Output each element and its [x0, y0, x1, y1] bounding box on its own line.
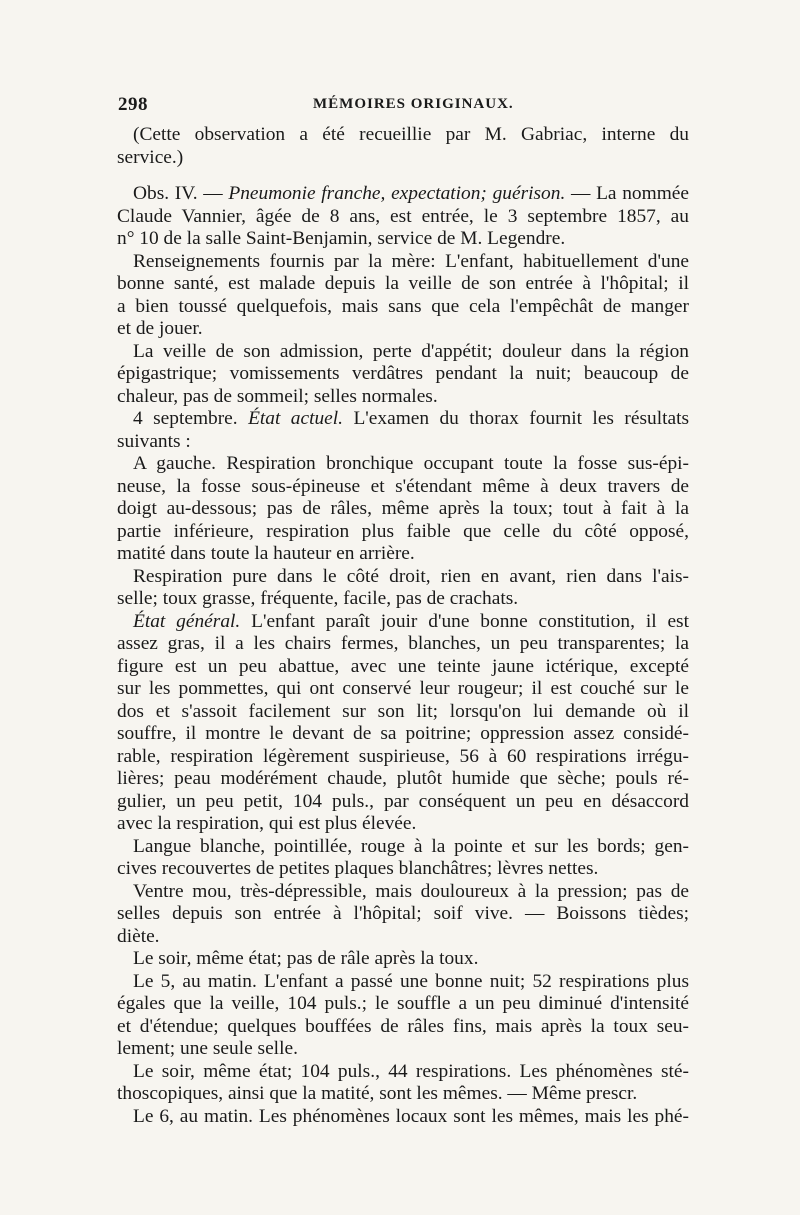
- text-line: figure est un peu abattue, avec une teinte jaune ictérique, excepté: [117, 655, 689, 677]
- text-line: n° 10 de la salle Saint-Benjamin, service de M. Legendre.: [117, 228, 566, 249]
- text-line: Le soir, même état; pas de râle après la toux.: [133, 948, 479, 969]
- text-line: matité dans toute la hauteur en arrière.: [117, 543, 415, 564]
- text-line: A gauche. Respiration bronchique occupant toute la fosse sus-épi-: [133, 453, 689, 474]
- text-line: Claude Vannier, âgée de 8 ans, est entrée, le 3 septembre 1857, au: [117, 205, 689, 227]
- text-line: État général. L'enfant paraît jouir d'une bonne constitution, il est: [133, 610, 689, 632]
- text-line: 4 septembre. État actuel. L'examen du thorax fournit les résultats: [133, 408, 690, 429]
- text-line: assez gras, il a les chairs fermes, blanches, un peu transparentes; la: [117, 633, 689, 654]
- text-line: lement; une seule selle.: [117, 1038, 298, 1059]
- text-line: Ventre mou, très-dépressible, mais douloureux à la pression; pas de: [133, 880, 689, 902]
- text-line: rable, respiration légèrement suspirieuse, 56 à 60 respirations irrégu-: [117, 745, 689, 767]
- text-line: souffre, il montre le devant de sa poitrine; oppression assez considé-: [117, 723, 689, 744]
- text-line: service.): [117, 146, 184, 168]
- body-text: [117, 124, 689, 1128]
- text-line: diète.: [117, 925, 160, 947]
- text-line: Le 6, au matin. Les phénomènes locaux sont les mêmes, mais les phé-: [133, 1105, 689, 1127]
- text-line: neuse, la fosse sous-épineuse et s'étendant même à deux travers de: [117, 475, 689, 497]
- text-line: suivants :: [117, 430, 191, 452]
- text-line: Le soir, même état; 104 puls., 44 respirations. Les phénomènes sté-: [133, 1060, 689, 1082]
- text-line: bonne santé, est malade depuis la veille de son entrée à l'hôpital; il: [117, 273, 689, 294]
- text-line: Le 5, au matin. L'enfant a passé une bonne nuit; 52 respirations plus: [133, 970, 689, 992]
- text-line: gulier, un peu petit, 104 puls., par conséquent un peu en désaccord: [117, 790, 689, 812]
- text-line: selles depuis son entrée à l'hôpital; soif vive. — Boissons tièdes;: [117, 903, 689, 924]
- text-line: (Cette observation a été recueillie par M. Gabriac, interne du: [133, 124, 689, 145]
- text-line: Respiration pure dans le côté droit, rien en avant, rien dans l'ais-: [133, 565, 689, 587]
- paragraph-gap: [117, 169, 689, 183]
- text-line: avec la respiration, qui est plus élevée.: [117, 813, 417, 834]
- page-number: 298: [118, 94, 148, 115]
- text-line: La veille de son admission, perte d'appétit; douleur dans la région: [133, 340, 689, 362]
- text-line: épigastrique; vomissements verdâtres pendant la nuit; beaucoup de: [117, 363, 689, 384]
- text-line: lières; peau modérément chaude, plutôt humide que sèche; pouls ré-: [117, 768, 689, 789]
- text-line: partie inférieure, respiration plus faible que celle du côté opposé,: [117, 520, 689, 542]
- text-line: chaleur, pas de sommeil; selles normales.: [117, 385, 438, 407]
- text-line: Renseignements fournis par la mère: L'enfant, habituellement d'une: [133, 250, 689, 272]
- text-line: doigt au-dessous; pas de râles, même après la toux; tout à fait à la: [117, 498, 689, 519]
- text-line: cives recouvertes de petites plaques blanchâtres; lèvres nettes.: [117, 858, 599, 879]
- text-line: a bien toussé quelquefois, mais sans que cela l'empêchât de manger: [117, 295, 689, 317]
- text-line: Langue blanche, pointillée, rouge à la pointe et sur les bords; gen-: [133, 835, 689, 857]
- running-title: MÉMOIRES ORIGINAUX.: [313, 96, 514, 112]
- text-line: Obs. IV. — Pneumonie franche, expectation; guérison. — La nommée: [133, 183, 689, 204]
- text-line: égales que la veille, 104 puls.; le souffle a un peu diminué d'intensité: [117, 993, 689, 1014]
- text-line: selle; toux grasse, fréquente, facile, pas de crachats.: [117, 588, 519, 609]
- text-line: et de jouer.: [117, 318, 203, 339]
- text-line: sur les pommettes, qui ont conservé leur rougeur; il est couché sur le: [117, 678, 689, 699]
- text-line: dos et s'assoit facilement sur son lit; lorsqu'on lui demande où il: [117, 700, 689, 722]
- text-line: thoscopiques, ainsi que la matité, sont les mêmes. — Même prescr.: [117, 1083, 638, 1104]
- page-header: [118, 94, 692, 120]
- text-line: et d'étendue; quelques bouffées de râles fins, mais après la toux seu-: [117, 1015, 689, 1037]
